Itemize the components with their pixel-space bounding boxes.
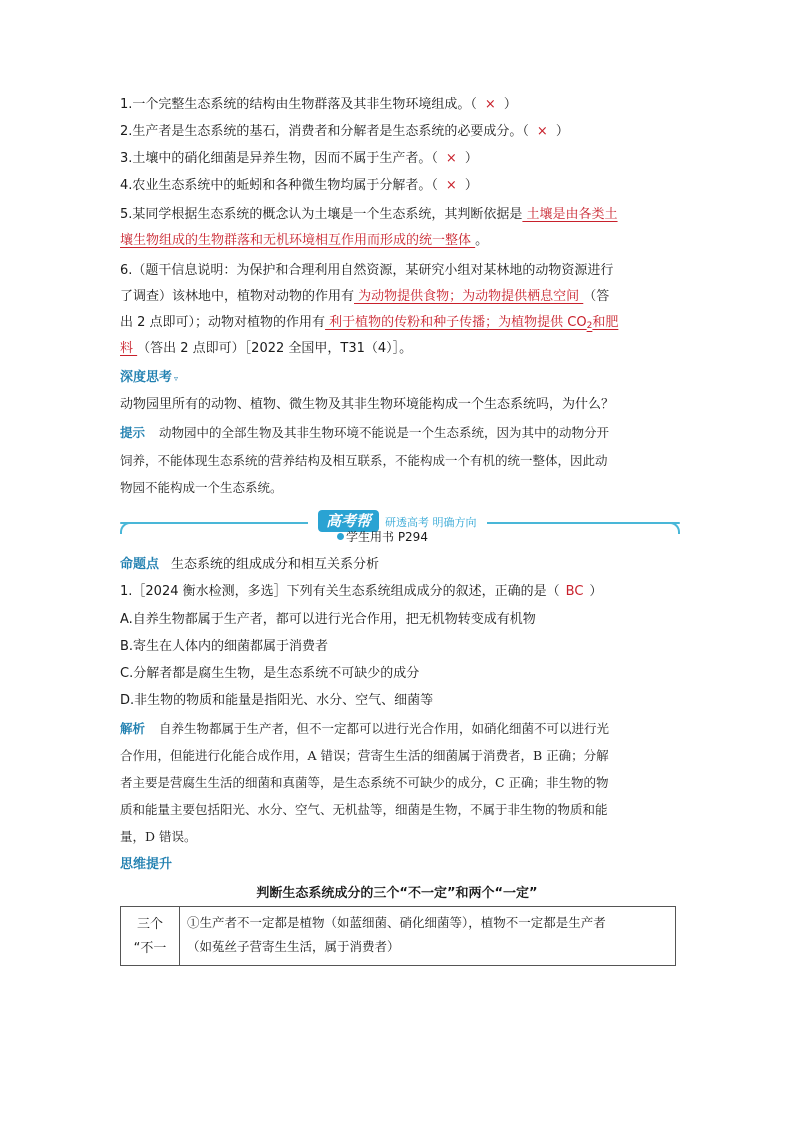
explanation-line-5: 量，D 错误。 — [120, 829, 197, 844]
explanation-line-1: 解析 自养生物都属于生产者，但不一定都可以进行光合作用，如硝化细菌不可以进行光 — [120, 721, 610, 736]
option-c: C.分解者都是腐生生物，是生态系统不可缺少的成分 — [120, 666, 420, 681]
bullet-icon — [337, 533, 344, 540]
banner-title: 高考帮 — [318, 510, 379, 532]
chevron-icon: ▿ — [174, 374, 179, 383]
thinking-title: 思维提升 — [120, 857, 173, 872]
hint-line-3: 物园不能构成一个生态系统。 — [120, 480, 283, 495]
option-a: A.自养生物都属于生产者，都可以进行光合作用，把无机物转变成有机物 — [120, 612, 536, 627]
answer-mark: BC — [565, 584, 584, 599]
explanation-line-4: 质和能量主要包括阳光、水分、空气、无机盐等，细菌是生物，不属于非生物的物质和能 — [120, 802, 608, 817]
option-d: D.非生物的物质和能量是指阳光、水分、空气、细菌等 — [120, 693, 434, 708]
judgement-4: 4.农业生态系统中的蚯蚓和各种微生物均属于分解者。（ × ） — [120, 178, 478, 193]
answer-mark: × — [484, 97, 496, 112]
question-6-line-1: 6.（题干信息说明：为保护和合理利用自然资源，某研究小组对某林地的动物资源进行 — [120, 263, 614, 278]
question-5-line-1: 5.某同学根据生态系统的概念认为土壤是一个生态系统，其判断依据是 土壤是由各类土 — [120, 207, 618, 222]
answer-mark: × — [445, 151, 457, 166]
explanation-line-2: 合作用，但能进行化能合成作用，A 错误；营寄生生活的细菌属于消费者，B 正确；分解 — [120, 748, 609, 763]
table-row-header: 三个 “不一 — [121, 907, 180, 965]
option-b: B.寄生在人体内的细菌都属于消费者 — [120, 639, 329, 654]
question-6-line-2: 了调查）该林地中，植物对动物的作用有 为动物提供食物；为动物提供栖息空间 （答 — [120, 289, 610, 304]
answer-blank: 利于植物的传粉和种子传播；为植物提供 CO — [325, 315, 587, 330]
banner-subtitle: 研透高考 明确方向 — [385, 515, 477, 529]
question-5-line-2: 壤生物组成的生物群落和无机环境相互作用而形成的统一整体 。 — [120, 233, 489, 248]
answer-blank: 土壤是由各类土 — [522, 207, 618, 222]
topic-heading: 命题点 生态系统的组成成分和相互关系分析 — [120, 557, 380, 572]
deep-thinking-title: 深度思考 ▿ — [120, 370, 179, 385]
answer-mark: × — [536, 124, 548, 139]
answer-blank: 壤生物组成的生物群落和无机环境相互作用而形成的统一整体 — [120, 233, 476, 248]
summary-table — [120, 906, 676, 966]
answer-mark: × — [445, 178, 457, 193]
explanation-line-3: 者主要是营腐生生活的细菌和真菌等，是生态系统不可缺少的成分，C 正确；非生物的物 — [120, 775, 609, 790]
table-title: 判断生态系统成分的三个“不一定”和两个“一定” — [256, 886, 538, 901]
table-cell: ①生产者不一定都是植物（如蓝细菌、硝化细菌等），植物不一定都是生产者 （如菟丝子营寄生生活，属于消费者） — [187, 915, 606, 954]
judgement-1: 1.一个完整生态系统的结构由生物群落及其非生物环境组成。（ × ） — [120, 97, 517, 112]
answer-blank: 料 — [120, 341, 138, 356]
judgement-3: 3.土壤中的硝化细菌是异养生物，因而不属于生产者。（ × ） — [120, 151, 478, 166]
book-reference: 学生用书 P294 — [337, 528, 428, 545]
question-6-line-4: 料 （答出 2 点即可）［2022 全国甲，T31（4）］。 — [120, 341, 413, 356]
question-1-stem: 1.［2024 衡水检测，多选］下列有关生态系统组成成分的叙述，正确的是（ BC ） — [120, 584, 603, 599]
answer-blank: 为动物提供食物；为动物提供栖息空间 — [354, 289, 584, 304]
judgement-2: 2.生产者是生态系统的基石，消费者和分解者是生态系统的必要成分。（ × ） — [120, 124, 569, 139]
hint-line-2: 饲养，不能体现生态系统的营养结构及相互联系，不能构成一个有机的统一整体，因此动 — [120, 453, 608, 468]
hint-line-1: 提示 动物园中的全部生物及其非生物环境不能说是一个生态系统，因为其中的动物分开 — [120, 425, 610, 440]
question-6-line-3: 出 2 点即可）；动物对植物的作用有 利于植物的传粉和种子传播；为植物提供 $CO_2$和肥 — [120, 315, 619, 331]
deep-question: 动物园里所有的动物、植物、微生物及其非生物环境能构成一个生态系统吗，为什么？ — [120, 397, 615, 412]
